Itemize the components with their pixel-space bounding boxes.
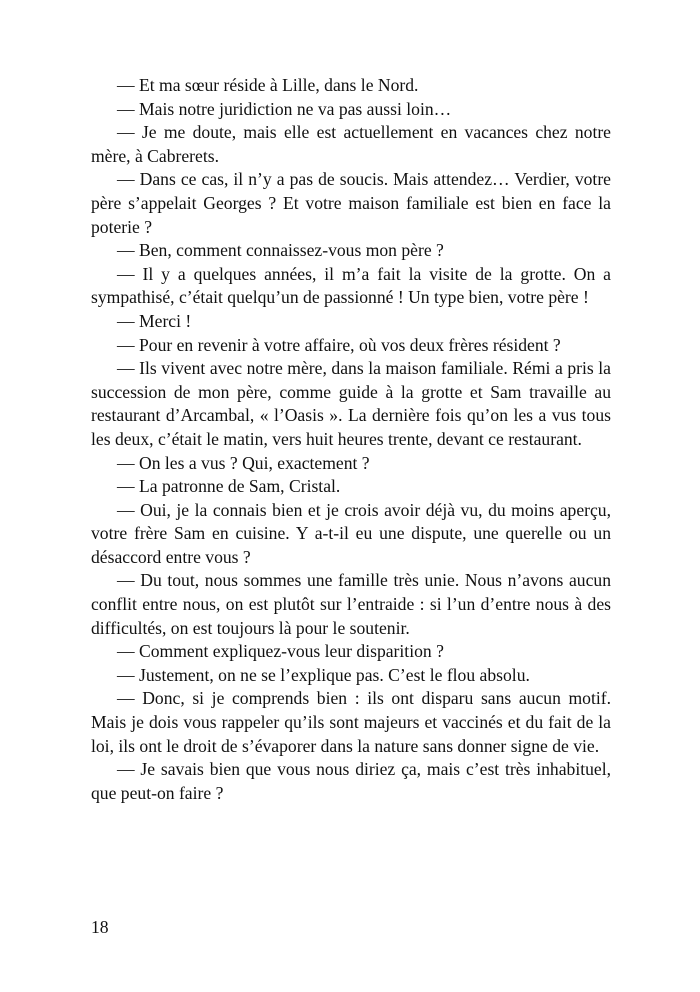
paragraph: — Je me doute, mais elle est actuellement en vacances chez notre mère, à Cabrerets. [91,122,611,166]
paragraph: — Merci ! [117,310,192,331]
paragraph: — La patronne de Sam, Cristal. [117,476,341,497]
paragraph: — Oui, je la connais bien et je crois avoir déjà vu, du moins aperçu, votre frère Sam en cuisine. Y a-t-il eu une dispute, une querelle ou un désaccord entre vous ? [91,499,611,567]
paragraph: — Je savais bien que vous nous diriez ça, mais c’est très inhabituel, que peut-on faire ? [91,759,611,803]
paragraph: — Dans ce cas, il n’y a pas de soucis. Mais attendez… Verdier, votre père s’appelait Georges ? Et votre maison familiale est bien en face la poterie ? [91,169,611,237]
paragraph: — Mais notre juridiction ne va pas aussi loin… [117,98,452,119]
body-text [91,74,611,805]
paragraph: — Donc, si je comprends bien : ils ont disparu sans aucun motif. Mais je dois vous rappeler qu’ils sont majeurs et vaccinés et du fait de la loi, ils ont le droit de s’évaporer dans la nature sans donner signe de vie. [91,688,611,756]
paragraph: — Et ma sœur réside à Lille, dans le Nord. [117,75,419,95]
paragraph: — Comment expliquez-vous leur disparition ? [117,641,444,662]
paragraph: — Justement, on ne se l’explique pas. C’est le flou absolu. [117,664,530,685]
paragraph: — Ben, comment connaissez-vous mon père ? [117,240,444,261]
paragraph: — Ils vivent avec notre mère, dans la maison familiale. Rémi a pris la succession de mon père, comme guide à la grotte et Sam travaille au restaurant d’Arcambal, « l’Oasis ». La dernière fois qu’on les a vus tous les deux, c’était le matin, vers huit heures trente, devant ce restaurant. [91,358,611,449]
paragraph: — Du tout, nous sommes une famille très unie. Nous n’avons aucun conflit entre nous, on est plutôt sur l’entraide : si l’un d’entre nous à des difficultés, on est toujours là pour le soutenir. [91,570,611,638]
page-number: 18 [91,917,109,937]
paragraph: — On les a vus ? Qui, exactement ? [117,452,370,473]
paragraph: — Pour en revenir à votre affaire, où vos deux frères résident ? [117,334,561,355]
paragraph: — Il y a quelques années, il m’a fait la visite de la grotte. On a sympathisé, c’était quelqu’un de passionné ! Un type bien, votre père ! [91,263,611,308]
